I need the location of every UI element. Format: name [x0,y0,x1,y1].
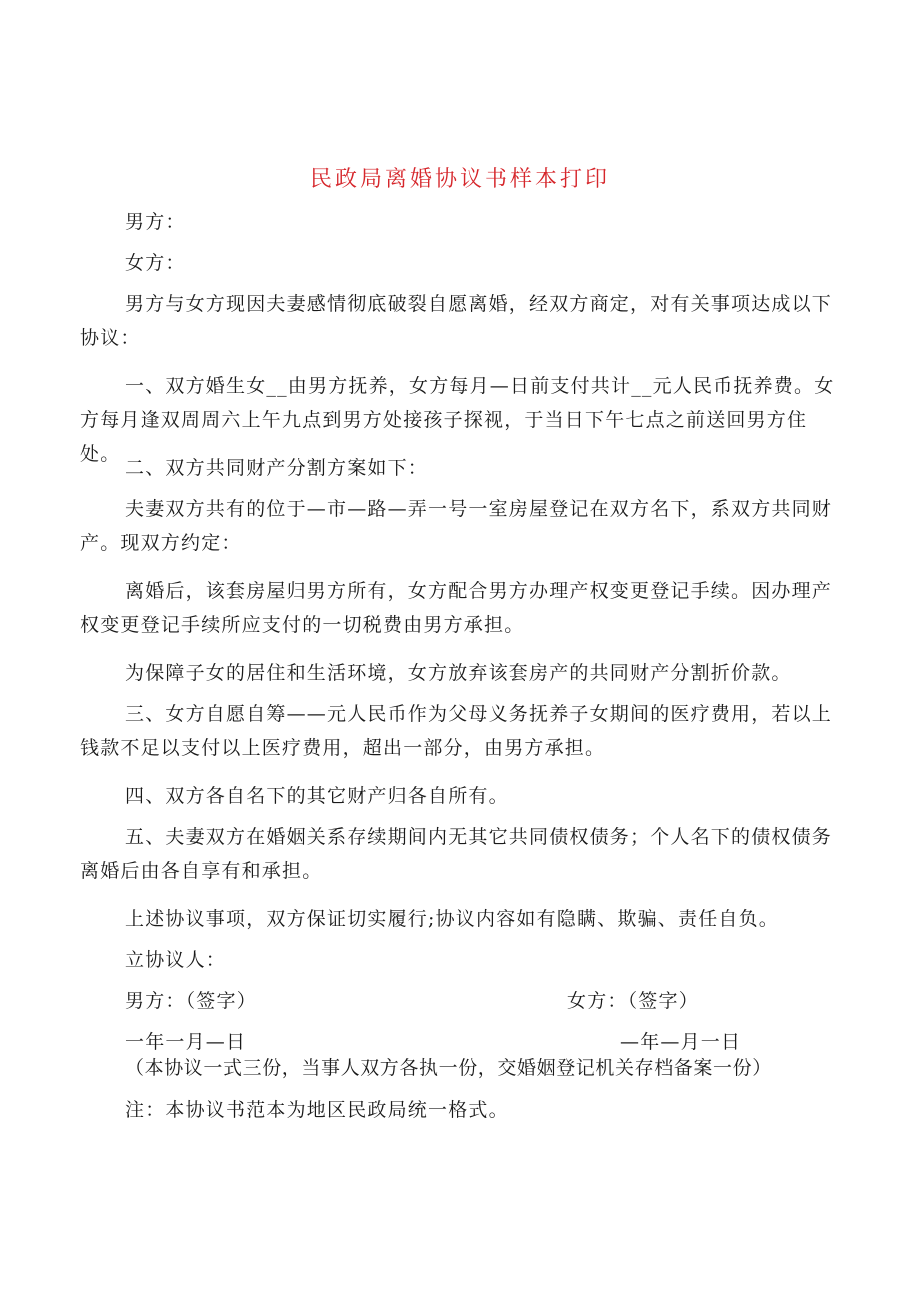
clause-4: 四、双方各自名下的其它财产归各自所有。 [125,785,509,807]
female-party-label: 女方： [125,252,186,274]
signatories-label: 立协议人： [125,949,227,971]
clause-2-waiver: 为保障子女的居住和生活环境，女方放弃该套房产的共同财产分割折价款。 [125,662,792,684]
male-signature-line: 男方：（签字） [125,990,257,1012]
clause-5: 五、夫妻双方在婚姻关系存续期间内无其它共同债权债务；个人名下的债权债务离婚后由各自享有和承担。 [80,826,833,882]
clause-2-property: 夫妻双方共有的位于—市—路—弄一号一室房屋登记在双方名下，系双方共同财产。现双方约定： [80,498,833,554]
clause-2-heading: 二、双方共同财产分割方案如下： [125,457,429,479]
clause-3: 三、女方自愿自筹——元人民币作为父母义务抚养子女期间的医疗费用，若以上钱款不足以支付以上医疗费用，超出一部分，由男方承担。 [80,703,833,759]
clause-2-after-divorce: 离婚后，该套房屋归男方所有，女方配合男方办理产权变更登记手续。因办理产权变更登记手续所应支付的一切税费由男方承担。 [80,580,833,636]
female-signature-line: 女方：（签字） [567,990,699,1012]
document-title: 民政局离婚协议书样本打印 [309,167,610,192]
copies-note: （本协议一式三份，当事人双方各执一份，交婚姻登记机关存档备案一份） [125,1057,772,1079]
male-date-line: 一年一月—日 [125,1031,247,1053]
commitment-paragraph: 上述协议事项，双方保证切实履行;协议内容如有隐瞒、欺骗、责任自负。 [125,908,780,930]
intro-paragraph: 男方与女方现因夫妻感情彻底破裂自愿离婚，经双方商定，对有关事项达成以下协议： [80,293,833,349]
female-date-line: —年—月一日 [620,1031,742,1053]
male-party-label: 男方： [125,211,186,233]
footnote: 注：本协议书范本为地区民政局统一格式。 [125,1099,509,1121]
clause-1: 一、双方婚生女__由男方抚养，女方每月—日前支付共计__元人民币抚养费。女方每月逢双周周六上午九点到男方处接孩子探视，于当日下午七点之前送回男方住处。 [80,375,835,465]
